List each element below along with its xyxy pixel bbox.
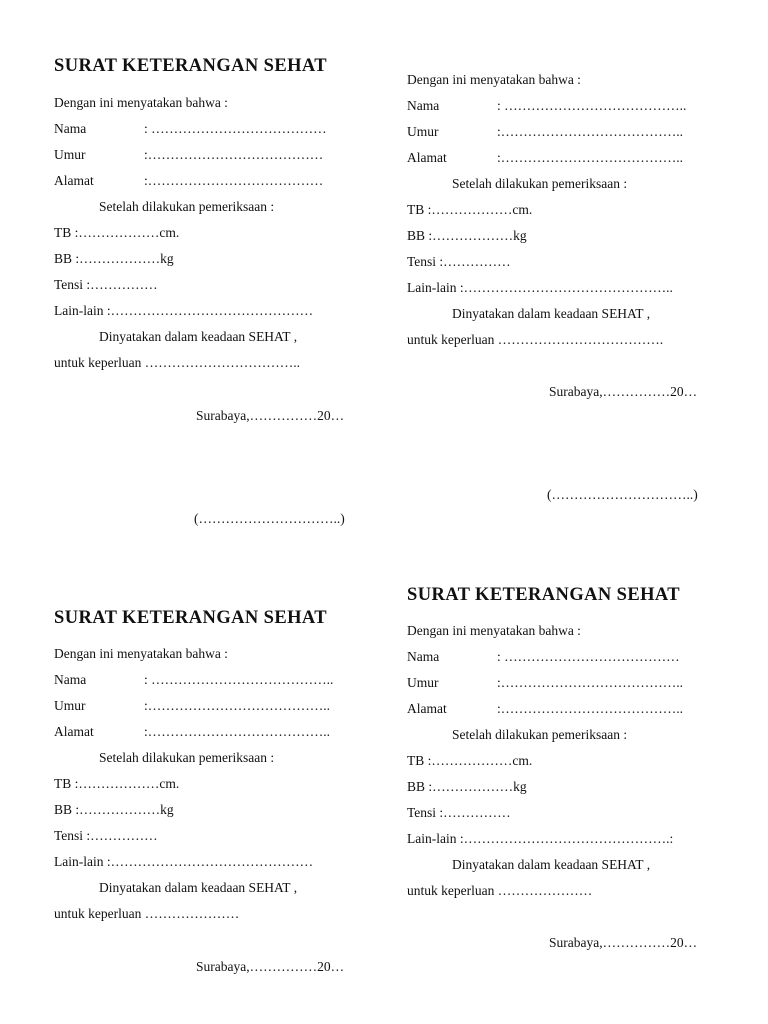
declaration: Dinyatakan dalam keadaan SEHAT , — [99, 880, 298, 895]
field-lain-lain[interactable]: Lain-lain :……………………………………… — [54, 854, 314, 869]
signature-line[interactable]: (…………………………..) — [547, 487, 698, 502]
declaration: Dinyatakan dalam keadaan SEHAT , — [452, 857, 651, 872]
signature-line[interactable]: (…………………………..) — [194, 511, 345, 526]
field-label: Alamat — [54, 724, 94, 739]
exam-heading: Setelah dilakukan pemeriksaan : — [99, 750, 275, 765]
field-alamat[interactable] — [407, 150, 683, 166]
field-tensi[interactable]: Tensi :…………… — [54, 828, 158, 843]
field-tb[interactable]: TB :………………cm. — [54, 225, 180, 240]
field-nama[interactable] — [407, 98, 686, 114]
place-date[interactable]: Surabaya,……………20… — [196, 959, 345, 974]
intro-line: Dengan ini menyatakan bahwa : — [54, 646, 228, 661]
field-label: Umur — [407, 124, 439, 139]
place-date[interactable]: Surabaya,……………20… — [549, 935, 698, 950]
field-blank[interactable]: :………………………………….. — [144, 698, 331, 713]
intro-line: Dengan ini menyatakan bahwa : — [407, 623, 581, 638]
field-blank[interactable]: :………………………………… — [144, 147, 324, 162]
field-blank[interactable]: : ………………………………… — [144, 121, 327, 136]
field-label: Umur — [54, 147, 86, 162]
field-alamat[interactable] — [407, 701, 683, 717]
field-tb[interactable]: TB :………………cm. — [407, 753, 533, 768]
field-blank[interactable]: : ………………………………….. — [497, 98, 687, 113]
field-label: Nama — [54, 121, 87, 136]
field-umur[interactable] — [54, 698, 330, 714]
field-nama[interactable] — [407, 649, 680, 665]
field-tensi[interactable]: Tensi :…………… — [407, 254, 511, 269]
exam-heading: Setelah dilakukan pemeriksaan : — [452, 176, 628, 191]
field-lain-lain[interactable]: Lain-lain :……………………………………….. — [407, 280, 673, 295]
place-date[interactable]: Surabaya,……………20… — [549, 384, 698, 399]
field-tensi[interactable]: Tensi :…………… — [54, 277, 158, 292]
field-purpose[interactable]: untuk keperluan …………………………….. — [54, 355, 300, 370]
exam-heading: Setelah dilakukan pemeriksaan : — [99, 199, 275, 214]
field-label: Alamat — [54, 173, 94, 188]
field-blank[interactable]: :………………………………… — [144, 173, 324, 188]
exam-heading: Setelah dilakukan pemeriksaan : — [452, 727, 628, 742]
field-purpose[interactable]: untuk keperluan ………………… — [407, 883, 593, 898]
field-alamat[interactable] — [54, 724, 330, 740]
field-blank[interactable]: :………………………………….. — [497, 124, 684, 139]
field-nama[interactable] — [54, 672, 333, 688]
field-umur[interactable] — [407, 124, 683, 140]
field-label: Umur — [54, 698, 86, 713]
form-title: SURAT KETERANGAN SEHAT — [54, 608, 327, 628]
field-alamat[interactable] — [54, 173, 323, 189]
field-label: Alamat — [407, 701, 447, 716]
field-label: Alamat — [407, 150, 447, 165]
declaration: Dinyatakan dalam keadaan SEHAT , — [99, 329, 298, 344]
field-bb[interactable]: BB :………………kg — [54, 802, 174, 817]
field-blank[interactable]: :………………………………….. — [497, 675, 684, 690]
field-lain-lain[interactable]: Lain-lain :……………………………………….: — [407, 831, 674, 846]
field-tensi[interactable]: Tensi :…………… — [407, 805, 511, 820]
field-blank[interactable]: :………………………………….. — [144, 724, 331, 739]
field-bb[interactable]: BB :………………kg — [407, 228, 527, 243]
field-blank[interactable]: : ………………………………….. — [144, 672, 334, 687]
field-label: Nama — [407, 649, 440, 664]
field-label: Nama — [407, 98, 440, 113]
field-blank[interactable]: :………………………………….. — [497, 150, 684, 165]
field-tb[interactable]: TB :………………cm. — [54, 776, 180, 791]
field-label: Nama — [54, 672, 87, 687]
intro-line: Dengan ini menyatakan bahwa : — [407, 72, 581, 87]
form-title: SURAT KETERANGAN SEHAT — [407, 585, 680, 605]
field-purpose[interactable]: untuk keperluan ………………… — [54, 906, 240, 921]
field-lain-lain[interactable]: Lain-lain :……………………………………… — [54, 303, 314, 318]
intro-line: Dengan ini menyatakan bahwa : — [54, 95, 228, 110]
field-bb[interactable]: BB :………………kg — [407, 779, 527, 794]
field-label: Umur — [407, 675, 439, 690]
field-blank[interactable]: :………………………………….. — [497, 701, 684, 716]
place-date[interactable]: Surabaya,……………20… — [196, 408, 345, 423]
field-nama[interactable] — [54, 121, 327, 137]
form-title: SURAT KETERANGAN SEHAT — [54, 56, 327, 76]
field-umur[interactable] — [54, 147, 323, 163]
field-bb[interactable]: BB :………………kg — [54, 251, 174, 266]
field-purpose[interactable]: untuk keperluan ………………………………. — [407, 332, 664, 347]
declaration: Dinyatakan dalam keadaan SEHAT , — [452, 306, 651, 321]
field-tb[interactable]: TB :………………cm. — [407, 202, 533, 217]
field-blank[interactable]: : ………………………………… — [497, 649, 680, 664]
field-umur[interactable] — [407, 675, 683, 691]
